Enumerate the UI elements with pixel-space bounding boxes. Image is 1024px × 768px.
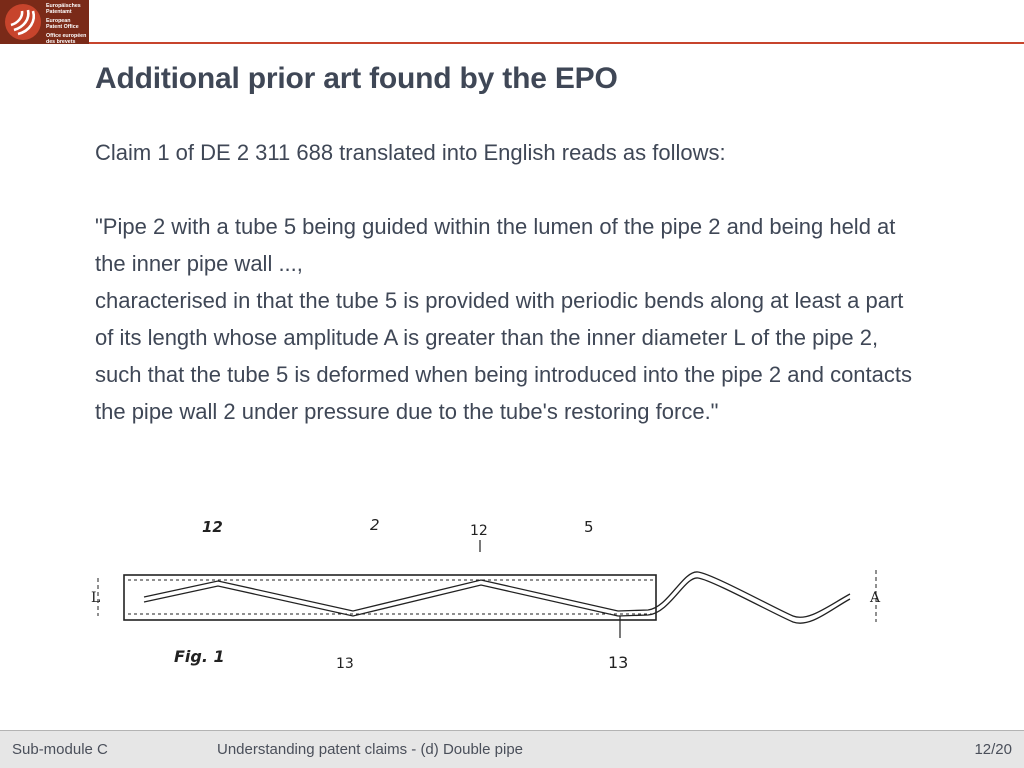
epo-logo: [0, 0, 89, 44]
footer-topic: Understanding patent claims - (d) Double pipe: [217, 741, 523, 758]
claim-preamble: "Pipe 2 with a tube 5 being guided within the lumen of the pipe 2 and being held at the inner pipe wall ...,: [95, 214, 896, 276]
footer-bar: [0, 730, 1024, 768]
dim-A-label: A: [870, 590, 881, 606]
tube-5: [144, 572, 850, 617]
claim-effect: such that the tube 5 is deformed when being introduced into the pipe 2 and contacts the pipe wall 2 under pressure due to the tube's restoring force.": [95, 362, 912, 424]
ref-5: 5: [584, 518, 594, 536]
dim-L-label: L: [91, 590, 101, 606]
claim-text: [95, 134, 925, 430]
ref-12-mid: 12: [470, 523, 488, 539]
slide-title: Additional prior art found by the EPO: [95, 62, 618, 95]
figure-caption: Fig. 1: [174, 647, 225, 666]
patent-figure: [88, 510, 898, 680]
footer-page-number: 12/20: [974, 741, 1012, 758]
epo-logo-icon: [4, 3, 42, 41]
claim-characterising-part: characterised in that the tube 5 is provided with periodic bends along at least a part of its length whose amplitude A is greater than the inner diameter L of the pipe 2,: [95, 288, 904, 350]
ref-2: 2: [370, 516, 380, 534]
blank-line: [95, 171, 925, 208]
ref-13-right: 13: [608, 653, 629, 672]
header-rule: [89, 42, 1024, 44]
tube-5-inner-line: [144, 578, 850, 623]
claim-intro: Claim 1 of DE 2 311 688 translated into English reads as follows:: [95, 140, 726, 165]
pipe-outer-wall: [124, 575, 656, 620]
logo-wordmark: Europäisches Patentamt European Patent Office Office européen des brevets: [46, 3, 87, 45]
footer-module: Sub-module C: [12, 741, 108, 758]
ref-12-left: 12: [202, 518, 223, 536]
ref-13-left: 13: [336, 656, 354, 672]
